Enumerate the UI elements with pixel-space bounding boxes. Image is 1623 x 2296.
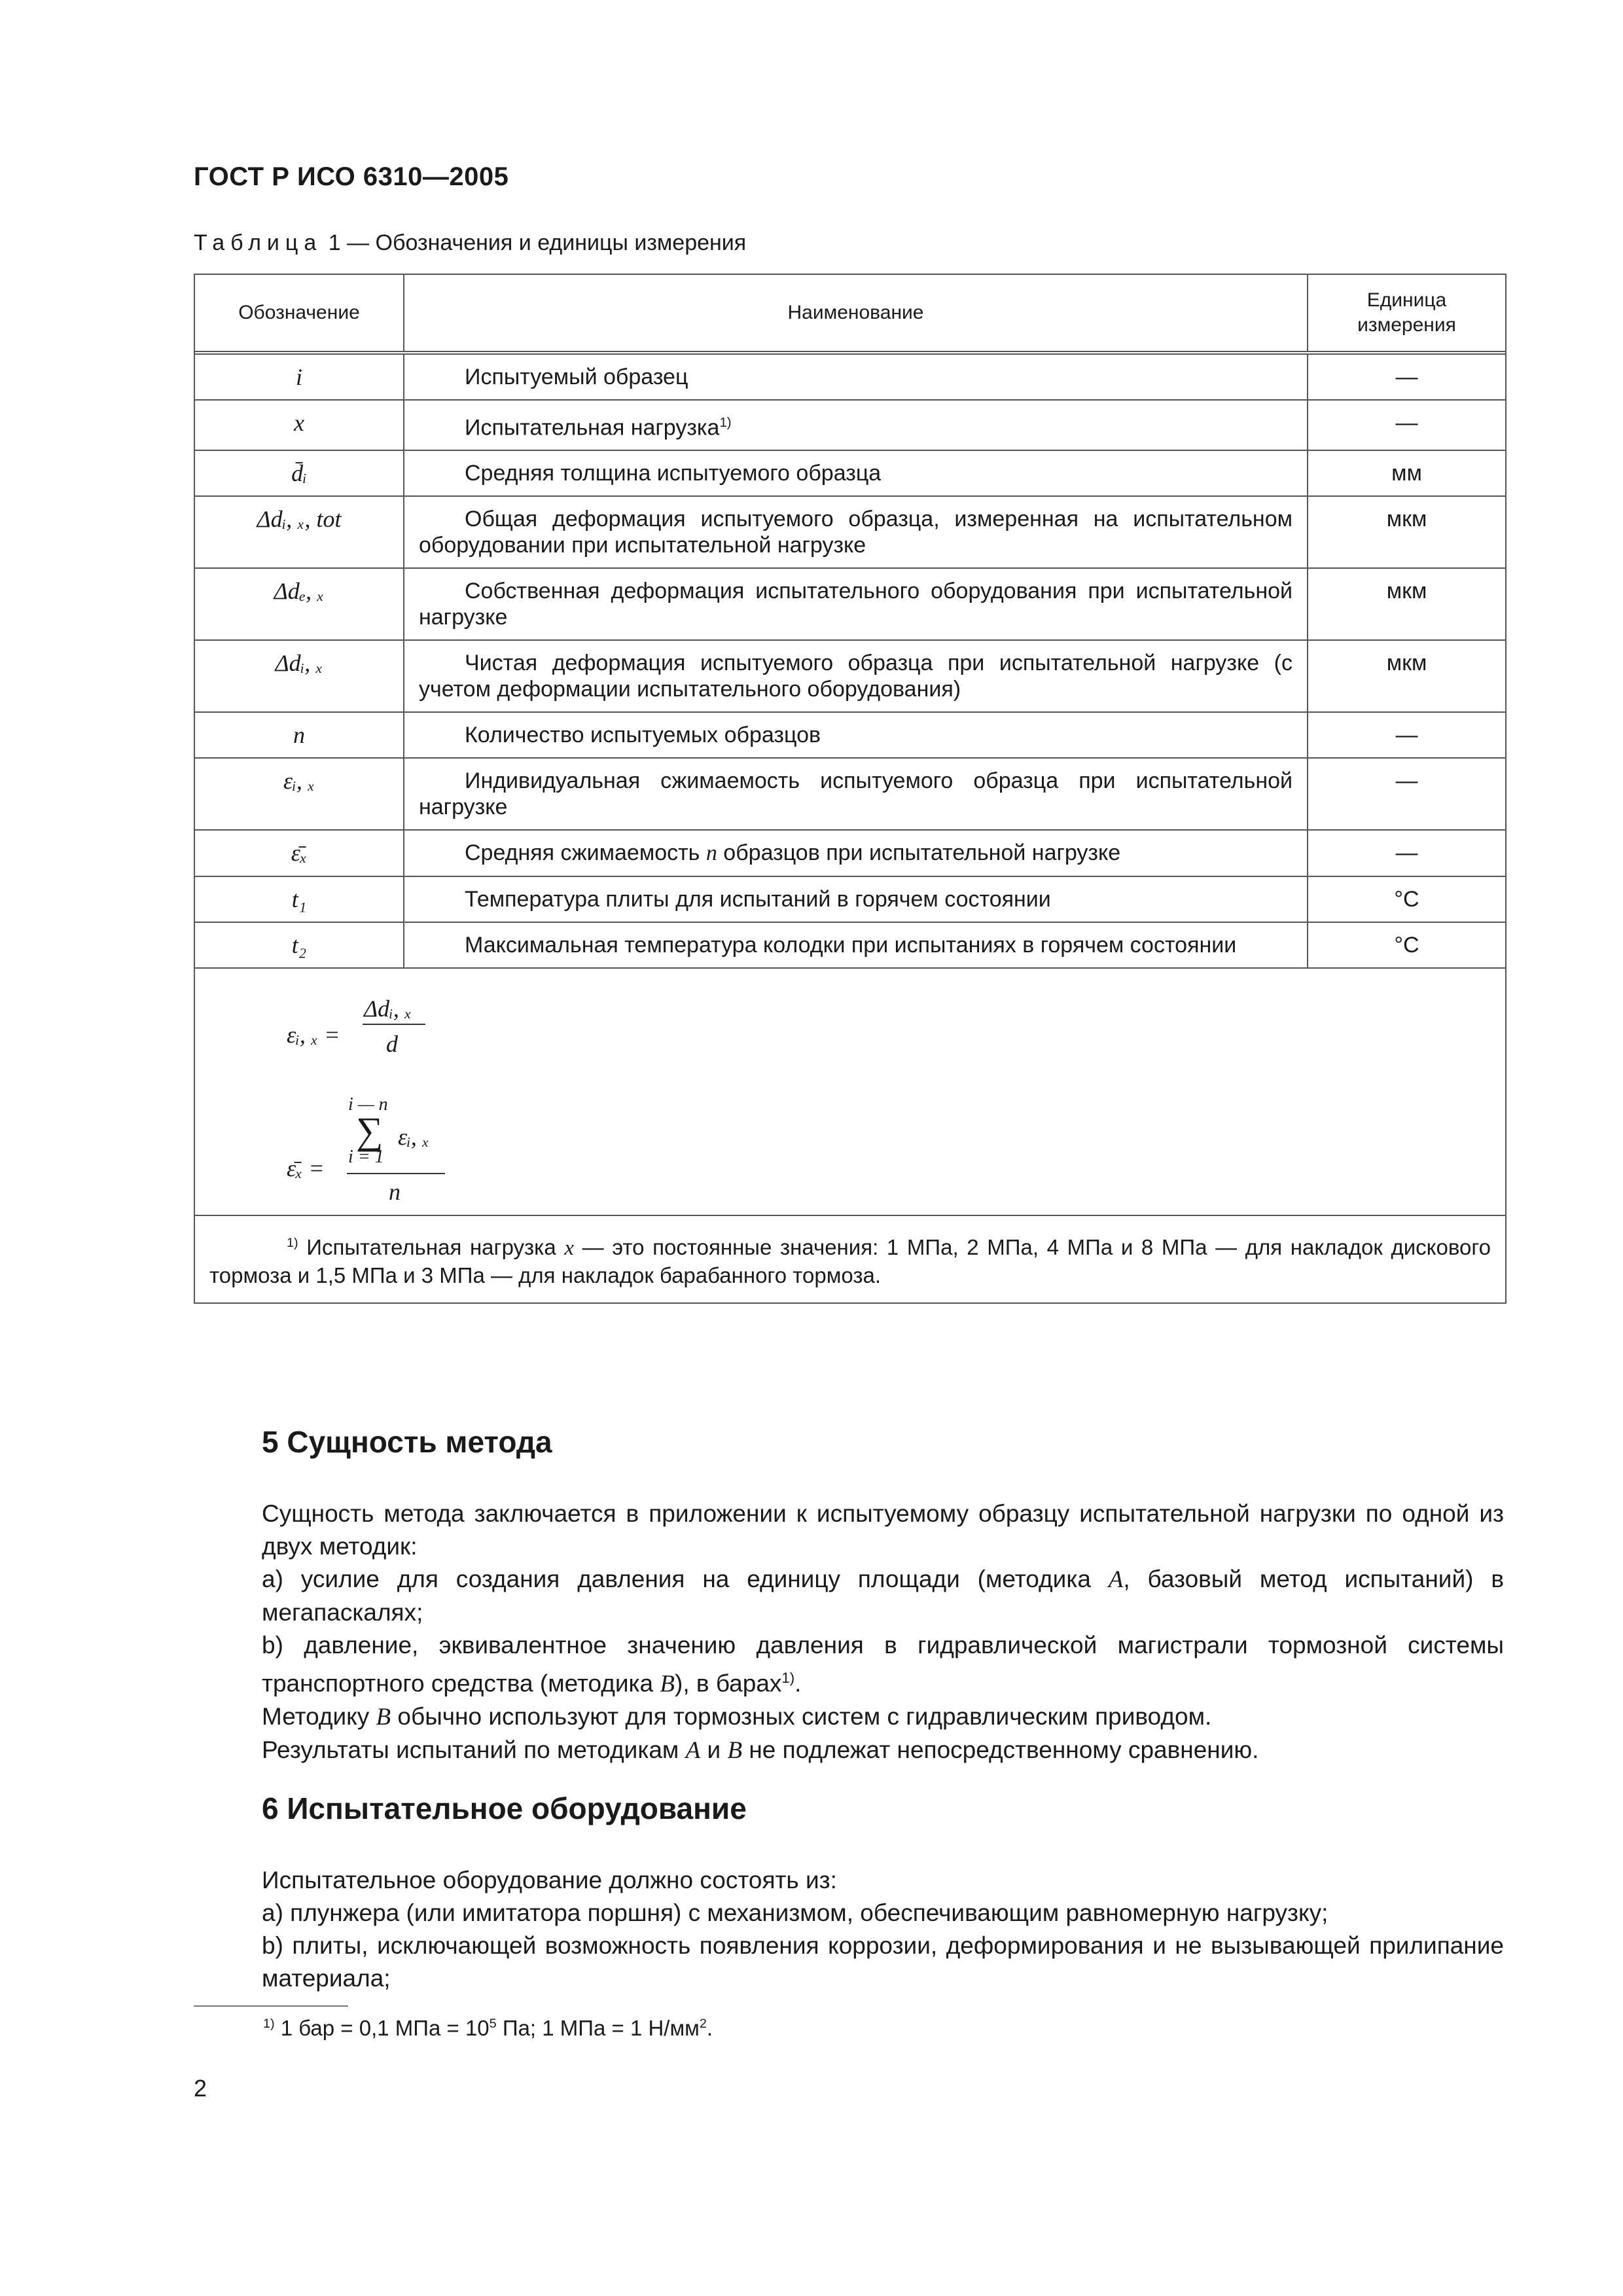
italic-text: A bbox=[685, 1737, 701, 1765]
list-item: b) плиты, исключающей возможность появления коррозии, деформирования и не вызывающей прилипание материала; bbox=[262, 1932, 1504, 1992]
text: Па; 1 МПа = 1 Н/мм bbox=[496, 2016, 700, 2040]
unit-cell: °C bbox=[1307, 877, 1505, 922]
table-header-row bbox=[195, 275, 1505, 351]
unit-cell: мм bbox=[1307, 451, 1505, 495]
symbol-cell: Δdᵢ, ₓ, tot bbox=[257, 506, 342, 533]
standard-header: ГОСТ Р ИСО 6310—2005 bbox=[194, 162, 509, 191]
footnote-marker: 1) bbox=[781, 1670, 795, 1686]
unit-cell: — bbox=[1307, 759, 1505, 829]
symbol-cell: x bbox=[294, 410, 304, 436]
formula-1-lhs: εᵢ, ₓ = bbox=[287, 1022, 340, 1049]
text: b) давление, эквивалентное значению давления в гидравлической магистрали тормозной системы транспортного средства (методика bbox=[262, 1632, 1504, 1697]
formula-2-lower-limit: i = 1 bbox=[348, 1147, 384, 1168]
symbol-cell: i bbox=[295, 364, 302, 390]
formula-2-fraction-bar bbox=[347, 1173, 445, 1174]
name-cell: Максимальная температура колодки при испытаниях в горячем состоянии bbox=[403, 923, 1307, 967]
name-cell: Собственная деформация испытательного оборудования при испытательной нагрузке bbox=[403, 569, 1307, 639]
italic-text: B bbox=[727, 1737, 743, 1765]
text: , базовый метод испытаний) в мегапаскалях; bbox=[262, 1566, 1504, 1626]
formula-2-lhs: ε̄ₓ = bbox=[287, 1155, 325, 1182]
name-cell bbox=[403, 401, 1307, 450]
table-row bbox=[195, 876, 1505, 922]
symbol-cell: n bbox=[293, 722, 305, 749]
name-cell: Индивидуальная сжимаемость испытуемого образца при испытательной нагрузке bbox=[403, 759, 1307, 829]
table-caption-text: 1 — Обозначения и единицы измерения bbox=[322, 230, 747, 255]
name-cell: Испытуемый образец bbox=[403, 355, 1307, 399]
formula-2-sum-sign: ∑ bbox=[356, 1109, 383, 1153]
footnote-marker: 1) bbox=[719, 416, 732, 430]
column-header: Наименование bbox=[403, 275, 1307, 351]
unit-cell: мкм bbox=[1307, 569, 1505, 639]
text: . bbox=[794, 1670, 802, 1697]
unit-cell: — bbox=[1307, 401, 1505, 450]
text: a) усилие для создания давления на единицу площади (методика bbox=[262, 1566, 1109, 1592]
formula-1-denominator: d bbox=[386, 1031, 398, 1058]
unit-cell: — bbox=[1307, 713, 1505, 757]
name-text: Средняя сжимаемость bbox=[465, 840, 706, 866]
footnote-text: Испытательная нагрузка bbox=[298, 1235, 565, 1260]
list-item bbox=[194, 1629, 1504, 1700]
table-row bbox=[195, 399, 1505, 450]
section-5-title: 5 Сущность метода bbox=[262, 1425, 552, 1459]
section-6-body bbox=[194, 1864, 1504, 1995]
formula-1-fraction-bar bbox=[363, 1024, 425, 1025]
unit-cell: — bbox=[1307, 355, 1505, 399]
footnote-text: — это постоянные значения: 1 МПа, 2 МПа, 4 МПа и 8 МПа — для накладок дискового тормоза и 1,5 МПа и 3 МПа — для накладок барабанного тормоза. bbox=[209, 1235, 1491, 1288]
name-cell: Температура плиты для испытаний в горячем состоянии bbox=[403, 877, 1307, 922]
section-6-title: 6 Испытательное оборудование bbox=[262, 1791, 747, 1825]
table-caption-label: Таблица bbox=[194, 230, 323, 255]
italic-text: B bbox=[376, 1704, 391, 1731]
footnote-separator bbox=[194, 2005, 348, 2007]
designations-table bbox=[194, 274, 1507, 1304]
paragraph bbox=[194, 1734, 1504, 1767]
footnote-marker: 1) bbox=[263, 2017, 275, 2031]
symbol-cell: Δdₑ, ₓ bbox=[274, 578, 325, 605]
superscript: 2 bbox=[699, 2017, 707, 2031]
name-text: Испытательная нагрузка bbox=[465, 415, 720, 440]
text: 1 бар = 0,1 МПа = 10 bbox=[274, 2016, 490, 2040]
unit-cell: мкм bbox=[1307, 497, 1505, 567]
symbol-cell: ε̄ₓ bbox=[291, 840, 308, 867]
table-footnote bbox=[195, 1215, 1505, 1302]
page-number: 2 bbox=[194, 2075, 207, 2102]
table-caption bbox=[194, 230, 746, 256]
italic-text: A bbox=[1108, 1566, 1124, 1593]
superscript: 5 bbox=[489, 2017, 497, 2031]
paragraph: Испытательное оборудование должно состоять из: bbox=[262, 1867, 837, 1893]
list-item bbox=[194, 1563, 1504, 1629]
name-cell: Чистая деформация испытуемого образца при испытательной нагрузке (с учетом деформации испытательного оборудования) bbox=[403, 641, 1307, 711]
column-header: Обозначение bbox=[238, 302, 360, 323]
symbol-cell: d̄ᵢ bbox=[291, 460, 307, 487]
table-row bbox=[195, 351, 1505, 399]
table-row bbox=[195, 757, 1505, 829]
text: Результаты испытаний по методикам bbox=[262, 1736, 686, 1764]
unit-cell: — bbox=[1307, 831, 1505, 876]
section-5-body bbox=[194, 1498, 1504, 1767]
page-footnote bbox=[263, 2016, 713, 2041]
table-row bbox=[195, 450, 1505, 495]
table-row bbox=[195, 567, 1505, 639]
formula-area bbox=[195, 967, 1505, 1215]
column-header: Единица измерения bbox=[1307, 275, 1505, 351]
text: . bbox=[706, 2016, 713, 2040]
footnote-italic: x bbox=[564, 1236, 575, 1261]
name-cell: Общая деформация испытуемого образца, измеренная на испытательном оборудовании при испытательной нагрузке bbox=[403, 497, 1307, 567]
unit-cell: °C bbox=[1307, 923, 1505, 967]
name-cell: Средняя толщина испытуемого образца bbox=[403, 451, 1307, 495]
name-cell: Количество испытуемых образцов bbox=[403, 713, 1307, 757]
text: Методику bbox=[262, 1703, 376, 1731]
table-footnote-text bbox=[209, 1229, 1491, 1289]
symbol-cell: Δdᵢ, ₓ bbox=[275, 650, 323, 677]
formula-1-numerator: Δdᵢ, ₓ bbox=[364, 996, 412, 1022]
name-cell bbox=[403, 831, 1307, 876]
text: ), в барах bbox=[675, 1670, 782, 1697]
text: не подлежат непосредственному сравнению. bbox=[742, 1736, 1259, 1764]
italic-text: B bbox=[660, 1670, 675, 1698]
symbol-cell: t₁ bbox=[291, 886, 307, 913]
list-item: а) плунжера (или имитатора поршня) с механизмом, обеспечивающим равномерную нагрузку; bbox=[262, 1899, 1329, 1926]
symbol-cell: εᵢ, ₓ bbox=[283, 768, 315, 795]
table-row bbox=[195, 639, 1505, 711]
unit-cell: мкм bbox=[1307, 641, 1505, 711]
table-row bbox=[195, 829, 1505, 876]
formula-2-term: εᵢ, ₓ bbox=[398, 1124, 430, 1151]
formula-2-denominator: n bbox=[389, 1179, 401, 1206]
text: обычно используют для тормозных систем с гидравлическим приводом. bbox=[391, 1703, 1212, 1731]
paragraph: Сущность метода заключается в приложении к испытуемому образцу испытательной нагрузки по одной из двух методик: bbox=[262, 1500, 1504, 1560]
table-row bbox=[195, 711, 1505, 757]
table-row bbox=[195, 495, 1505, 567]
symbol-cell: t₂ bbox=[291, 932, 307, 959]
paragraph bbox=[194, 1700, 1504, 1734]
name-text: образцов при испытательной нагрузке bbox=[717, 840, 1121, 866]
formula-2-upper-limit: i — n bbox=[348, 1094, 388, 1115]
table-row bbox=[195, 922, 1505, 967]
name-italic: n bbox=[705, 841, 717, 866]
text: и bbox=[700, 1736, 728, 1764]
footnote-marker: 1) bbox=[287, 1236, 298, 1251]
